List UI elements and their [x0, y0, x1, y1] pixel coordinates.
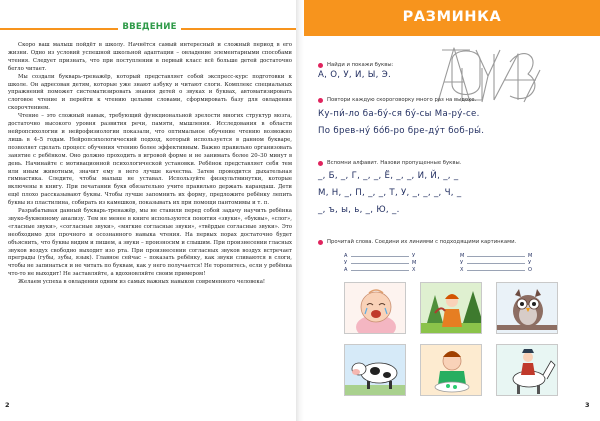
- picture-horse-rider[interactable]: [496, 344, 558, 396]
- picture-cow[interactable]: [344, 344, 406, 396]
- connector-line: [351, 270, 409, 271]
- girl-in-forest-icon: [421, 283, 482, 334]
- connector-line: [467, 270, 525, 271]
- alphabet-row-2: М, Н, _, П, _, _, Т, У, _, _, _, Ч, _: [318, 188, 462, 198]
- page-title-warmup: РАЗМИНКА: [402, 9, 502, 25]
- title-banner: [304, 0, 600, 36]
- page-number-left: 2: [5, 401, 10, 409]
- owl-icon: [497, 283, 558, 334]
- syllable: А: [344, 267, 348, 273]
- left-page: [0, 0, 296, 421]
- header-rule-left: [0, 28, 118, 30]
- crying-baby-icon: [345, 283, 406, 334]
- page-number-right: 3: [585, 401, 590, 409]
- syllables-right: [528, 253, 532, 274]
- section-header: [0, 20, 296, 38]
- syllable: М: [460, 253, 465, 259]
- syllable: У: [344, 260, 348, 266]
- boy-eating-icon: [421, 345, 482, 396]
- paragraph: Скоро ваш малыш пойдёт в школу. Начнётся самый интересный и сложный период в его жизни. Одно из условий успешной школьной адаптации – овладение элементарными способами чтения. Следует признать, что при поступлении в первый класс всё больше детей достаточно бегло читает.: [8, 42, 292, 72]
- syllable: Х: [412, 267, 416, 273]
- alphabet-row-1: _, Б, _, Г, _, _, Ё, _, _, И, Й, _, _: [318, 171, 459, 181]
- letters-line: А, О, У, И, Ы, Э.: [318, 70, 392, 80]
- header-rule-right: [181, 28, 296, 30]
- paragraph: Чтение – это сложный навык, требующий функциональной зрелости многих структур мозга, достаточно высокого уровня развития речи, памяти, мышления. Исследования в области нейропсихологии и нейрофизиологии показали, что оптимальное обучение чтению возможно лишь в 4–5 годам. Нейропсихологический подход, который используется в данном букваре, позволяет сделать процесс обучения чтению более эффективным. Важно правильно организовать занятие с ребёнком. Оно должно проходить в игровой форме и не занимать более 20–30 минут в день. Начинайте с мотивационной психологической установки. Ребёнок представляет себя тем или иным животным, значит ему в него лучше качества. Затем проводится дыхательная гимнастика. Следите, чтобы малыш не уставал. Используйте физкультминутки, которые включены в книгу. При печатании букв обязательно учите правильно держать карандаш. Дети ещё плохо рассказывают буквы. Чтобы лучше запомнить их форму, предложите ребёнку лепить буквы из пластилина, собирать из камешков, показывать их при помощи пантомимы и т. п.: [8, 113, 292, 207]
- page-title-introduction: ВВЕДЕНИЕ: [122, 22, 177, 32]
- syllables-left: [344, 253, 347, 274]
- paragraph: Разрабатывая данный букварь-тренажёр, мы не ставили перед собой задачу научить ребёнка звуко-буквенному анализу. Тем не менее в книге используются понятия «звуки», «буквы», «слог», «гласные звуки», «согласные звуки», «мягкие согласные звуки», «твёрдые согласные звуки». Это необходимо для прочного и осознанного навыка чтения. На первых порах достаточно будет объяснить, что буквы видим и пишем, а звуки – произносим и слышим. При произнесении гласных звуков воздух свободно выходит изо рта. При произнесении согласных звуков воздух встречает преграды (губы, зубы, язык). Главное сейчас – показать ребёнку, как звуки сливаются в слоги, чтобы не запинаться и не читать по буквам, как у него получается! Не торопитесь, если у ребёнка что-то не выходит! Не заставляйте, а вдохновляйте своим примером!: [8, 208, 292, 278]
- syllable: М: [412, 260, 417, 266]
- task-instruction: Найди и покажи буквы:: [327, 62, 394, 68]
- syllable: А: [344, 253, 348, 259]
- tongue-twister-2: По брев-ну́ бо́б-ро бре-ду́т боб-ры́.: [318, 126, 485, 136]
- syllables-middle: [412, 253, 416, 274]
- alphabet-row-3: _, ъ, ы, ь, _, Ю, _.: [318, 205, 400, 215]
- bullet-dot: [318, 63, 323, 68]
- syllable: У: [412, 253, 416, 259]
- tongue-twister-1: Ку-пи́-ло ба-бу́-ся бу́-сы Ма-ру́-се.: [318, 109, 480, 119]
- horse-rider-icon: [497, 345, 558, 396]
- task-instruction: Прочитай слова. Соедини их линиями с подходящими картинками.: [327, 239, 517, 245]
- connector-line: [351, 256, 409, 257]
- paragraph: Желаем успеха в овладении одним из самых важных навыков современного человека!: [18, 279, 266, 286]
- syllable: Х: [460, 267, 464, 273]
- picture-girl-in-forest[interactable]: [420, 282, 482, 334]
- bullet-dot: [318, 98, 323, 103]
- introduction-text: [8, 42, 292, 287]
- picture-crying-baby[interactable]: [344, 282, 406, 334]
- syllable: О: [528, 267, 532, 273]
- connector-line: [467, 256, 525, 257]
- syllable: М: [528, 253, 533, 259]
- connector-line: [467, 263, 525, 264]
- syllables-right-label: [460, 253, 464, 274]
- paragraph: Мы создали букварь-тренажёр, который представляет собой экспресс-курс подготовки к школе. Он адресован детям, которые уже знают азбуку и читают слоги. Комплекс специальных упражнений поможет систематизировать знания детей о звуках и буквах, автоматизировать слоговое чтение и перейти к чтению целыми словами, сформировать базу для овладения скорочтением.: [8, 73, 292, 112]
- bullet-dot: [318, 161, 323, 166]
- syllable: У: [460, 260, 464, 266]
- syllable: У: [528, 260, 532, 266]
- picture-owl[interactable]: [496, 282, 558, 334]
- task-instruction: Повтори каждую скороговорку много раз на выдохе.: [327, 97, 477, 103]
- connector-line: [351, 263, 409, 264]
- picture-boy-eating[interactable]: [420, 344, 482, 396]
- right-page: [304, 0, 600, 421]
- task-instruction: Вспомни алфавит. Назови пропущенные буквы.: [327, 160, 462, 166]
- bullet-dot: [318, 240, 323, 245]
- book-gutter: [296, 0, 304, 421]
- cow-icon: [345, 345, 406, 396]
